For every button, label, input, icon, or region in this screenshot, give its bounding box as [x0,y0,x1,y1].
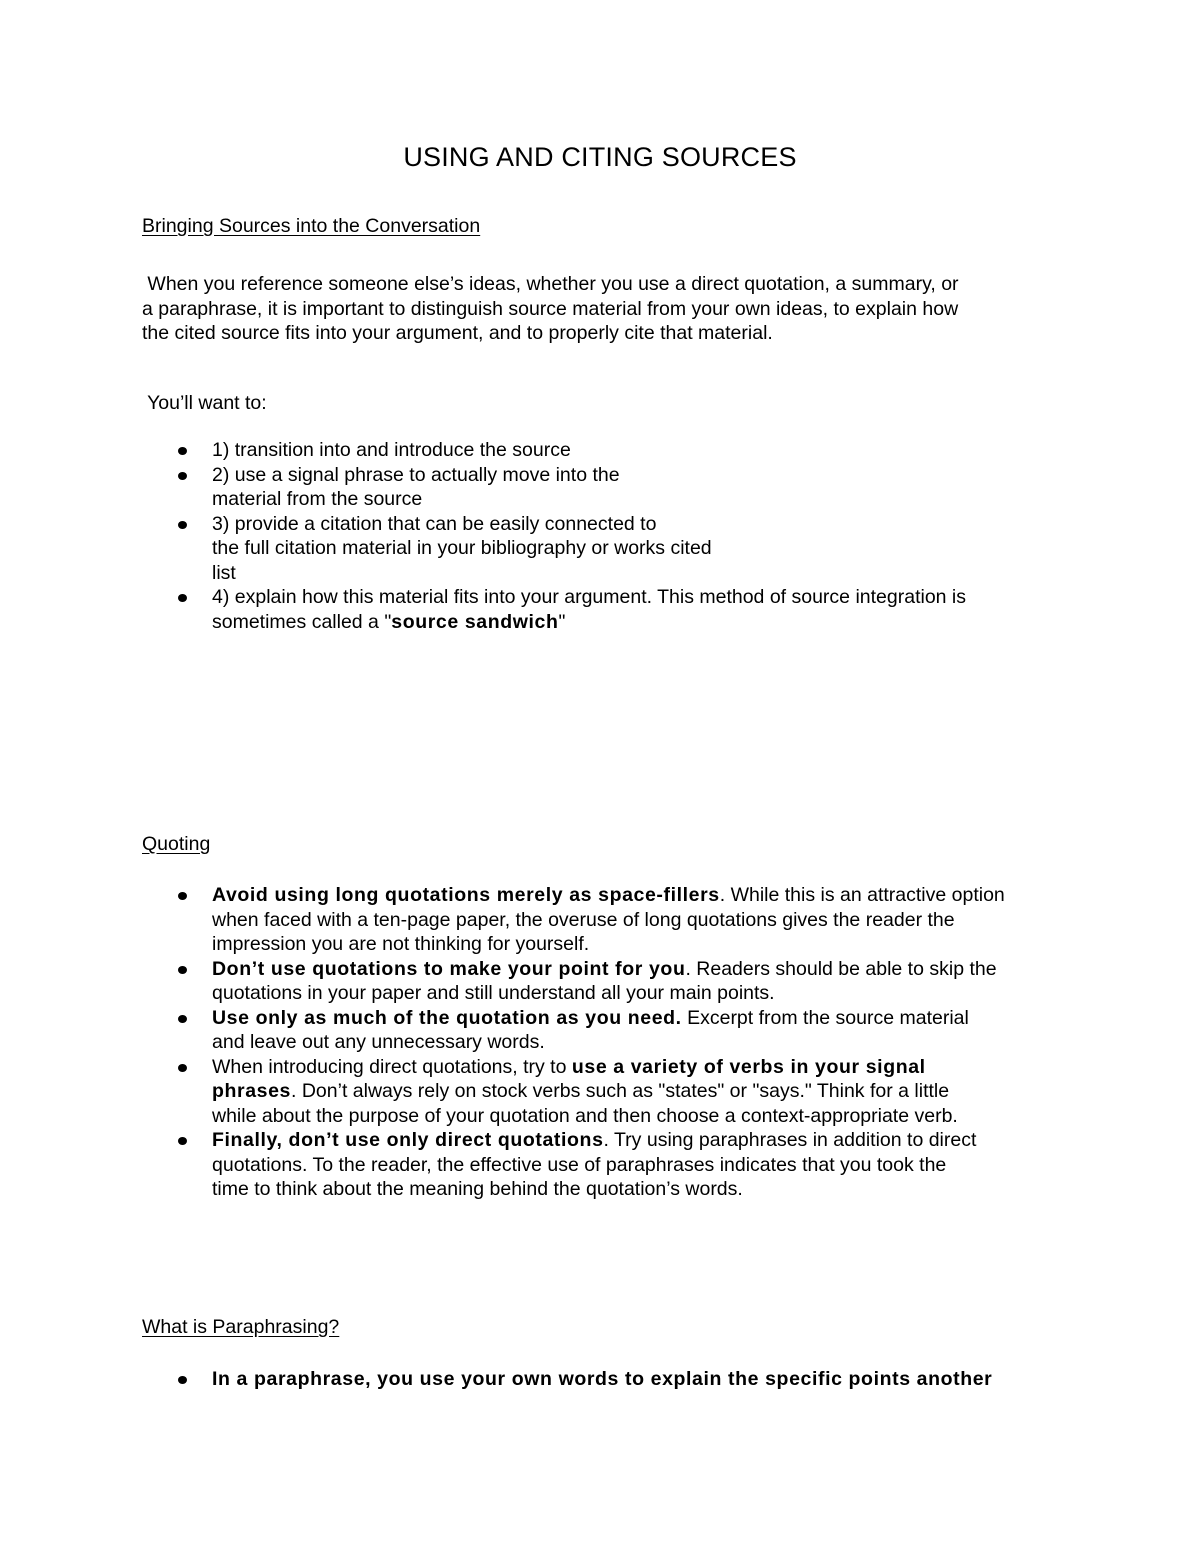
emphasis-text: In a paraphrase, you use your own words to explain the specific points another [212,1368,993,1390]
emphasis-text: source sandwich [391,610,559,633]
list-item-text: list [212,561,236,584]
list-item-text: time to think about the meaning behind the quotation’s words. [212,1178,743,1200]
list-item-text: while about the purpose of your quotation and then choose a context-appropriate verb. [212,1104,958,1127]
list-item-text: . Try using paraphrases in addition to direct [603,1129,977,1151]
bullet-icon [178,1376,187,1384]
page-title: USING AND CITING SOURCES [403,142,797,172]
list-item-text: Excerpt from the source material [681,1006,969,1029]
list-item [0,512,966,586]
list-item-text: when faced with a ten-page paper, the overuse of long quotations gives the reader the [212,908,955,931]
list-item-text: impression you are not thinking for yourself. [212,933,590,955]
emphasis-text: phrases [212,1080,291,1102]
bullet-icon [178,1015,187,1023]
list-item-text [212,1128,1060,1153]
list-item [0,1128,1060,1202]
section-heading-bringing-sources: Bringing Sources into the Conversation [142,215,481,237]
bullet-icon [178,521,187,529]
list-item-text: quotations. To the reader, the effective use of paraphrases indicates that you took the [212,1153,947,1176]
list-item-text: . Readers should be able to skip the [685,957,997,980]
emphasis-text: Use only as much of the quotation as you need. [212,1006,682,1029]
list-item-text [212,1367,1060,1392]
list-item-text: sometimes called a " [212,610,392,633]
list-item [0,438,966,463]
list-item [0,957,1060,1006]
paraphrasing-list [0,1367,1060,1392]
list-item-text: When introducing direct quotations, try to [212,1055,572,1078]
list-item [0,1367,1060,1392]
list-item-text: . While this is an attractive option [719,884,1005,906]
bullet-icon [178,1064,187,1072]
emphasis-text: use a variety of verbs in your signal [571,1055,926,1078]
emphasis-text: Finally, don’t use only direct quotations [212,1129,604,1151]
intro-line: the cited source fits into your argument, and to properly cite that material. [142,322,773,344]
list-item-text [212,1079,1060,1104]
bullet-icon [178,472,187,480]
list-item [0,1006,1060,1055]
list-item [0,1055,1060,1129]
intro-line: a paraphrase, it is important to distinguish source material from your own ideas, to explain how [142,297,959,320]
list-item [0,463,966,512]
list-item [0,585,966,634]
intro-line: When you reference someone else’s ideas, whether you use a direct quotation, a summary, or [142,273,959,295]
bullet-icon [178,447,187,455]
list-item-text [212,883,1060,908]
list-item-text [212,1006,1060,1031]
list-item [0,883,1060,957]
emphasis-text: Avoid using long quotations merely as space-fillers [212,884,720,906]
list-item-text [212,957,1060,982]
section-heading-paraphrasing: What is Paraphrasing? [142,1316,340,1338]
list-item-text: 3) provide a citation that can be easily connected to [212,512,657,535]
bullet-icon [178,594,187,602]
bullet-icon [178,966,187,974]
emphasis-text: Don’t use quotations to make your point for you [212,957,686,980]
quoting-list [0,883,1060,1202]
want-to-label: You’ll want to: [142,392,267,414]
list-item-text: . Don’t always rely on stock verbs such as "states" or "says." Think for a little [291,1080,950,1102]
list-item-text: quotations in your paper and still understand all your main points. [212,982,775,1004]
bullet-icon [178,1137,187,1145]
list-item-text: the full citation material in your bibliography or works cited [212,537,712,559]
list-item-text [212,1055,1060,1080]
steps-list [0,438,966,634]
list-item-text: " [558,610,566,633]
list-item-text [212,610,966,635]
list-item-text: 2) use a signal phrase to actually move into the [212,463,620,486]
intro-paragraph [142,272,1072,346]
bullet-icon [178,892,187,900]
list-item-text: material from the source [212,488,423,510]
list-item-text: 4) explain how this material fits into your argument. This method of source integration is [212,586,967,608]
section-heading-quoting: Quoting [142,833,211,855]
list-item-text: and leave out any unnecessary words. [212,1031,545,1053]
list-item-text: 1) transition into and introduce the source [212,439,571,461]
